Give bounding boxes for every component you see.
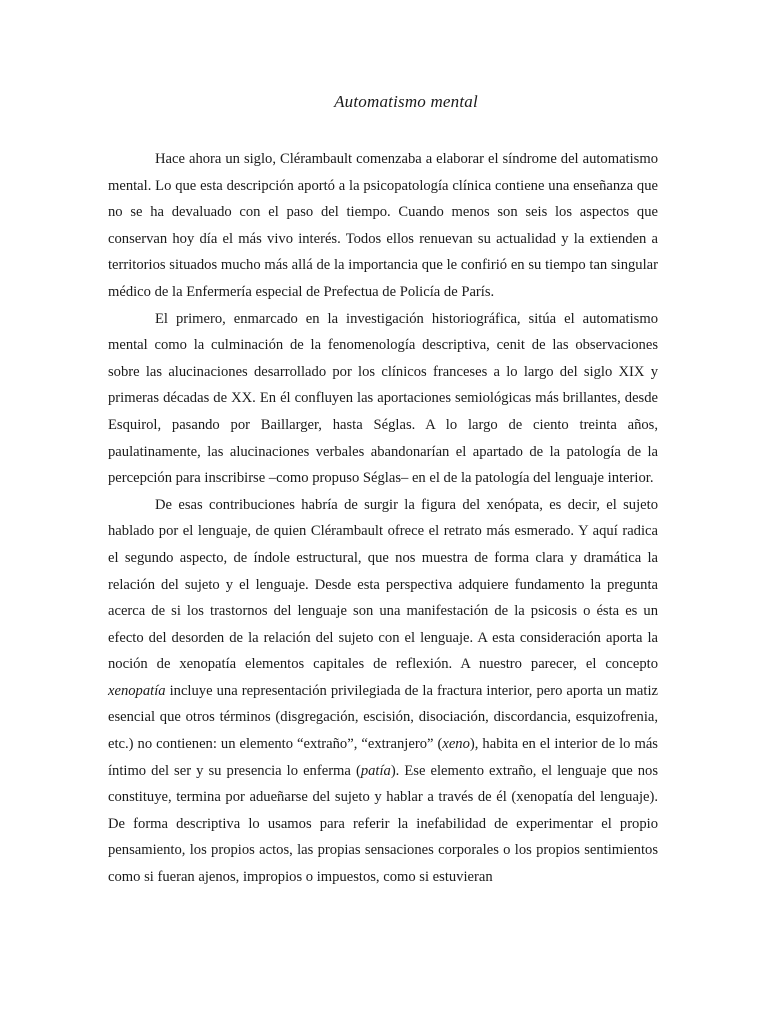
document-title: Automatismo mental: [334, 92, 478, 111]
paragraph-1: Hace ahora un siglo, Clérambault comenzaba a elaborar el síndrome del automatismo mental. Lo que esta descripción aportó a la psicopatología clínica contiene una enseñanza que no se ha devaluado con el paso del tiempo. Cuando menos son seis los aspectos que conservan hoy día el más vivo interés. Todos ellos renuevan su actualidad y la extienden a territorios situados mucho más allá de la importancia que le confirió en su tiempo tan singular médico de la Enfermería especial de Prefectua de Policía de París.: [108, 151, 658, 300]
paragraph-3-text-1: De esas contribuciones habría de surgir la figura del xenópata, es decir, el sujeto hablado por el lenguaje, de quien Clérambault ofrece el retrato más esmerado. Y aquí radica el segundo aspecto, de índole estructural, que nos muestra de forma clara y dramática la relación del sujeto y el lenguaje. Desde esta perspectiva adquiere fundamento la pregunta acerca de si los trastornos del lenguaje son una manifestación de la psicosis o ésta es un efecto del desorden de la relación del sujeto con el lenguaje. A esta consideración aporta la noción de xenopatía elementos capitales de reflexión. A nuestro parecer, el concepto: [108, 496, 658, 673]
paragraph-3-text-3: ), habita en el interior de lo más íntimo del ser y su presencia lo enferma (: [108, 736, 658, 779]
paragraph-3-text-4: ). Ese elemento extraño, el lenguaje que nos constituye, termina por adueñarse del sujeto y hablar a través de él (xenopatía del lenguaje). De forma descriptiva lo usamos para referir la inefabilidad de experimentar el propio pensamiento, los propios actos, las propias sensaciones corporales o los propios sentimientos como si fueran ajenos, impropios o impuestos, como si estuvieran: [108, 762, 658, 886]
paragraph-2: El primero, enmarcado en la investigación historiográfica, sitúa el automatismo mental como la culminación de la fenomenología descriptiva, cenit de las observaciones sobre las alucinaciones desarrollado por los clínicos franceses a lo largo del siglo XIX y primeras décadas de XX. En él confluyen las aportaciones semiológicas más brillantes, desde Esquirol, pasando por Baillarger, hasta Séglas. A lo largo de ciento treinta años, paulatinamente, las alucinaciones verbales abandonarían el apartado de la patología de la percepción para inscribirse –como propuso Séglas– en el de la patología del lenguaje interior.: [108, 310, 658, 487]
document-body: [108, 146, 658, 891]
emphasis-xenopatia: xenopatía: [108, 682, 166, 699]
paragraph-3-text-2: incluye una representación privilegiada de la fractura interior, pero aporta un matiz esencial que otros términos (disgregación, escisión, disociación, discordancia, esquizofrenia, etc.) no contienen: un elemento “extraño”, “extranjero” (: [108, 682, 658, 753]
paragraph-3: [108, 492, 658, 891]
emphasis-patia: patía: [360, 762, 391, 779]
emphasis-xeno: xeno: [442, 736, 470, 753]
